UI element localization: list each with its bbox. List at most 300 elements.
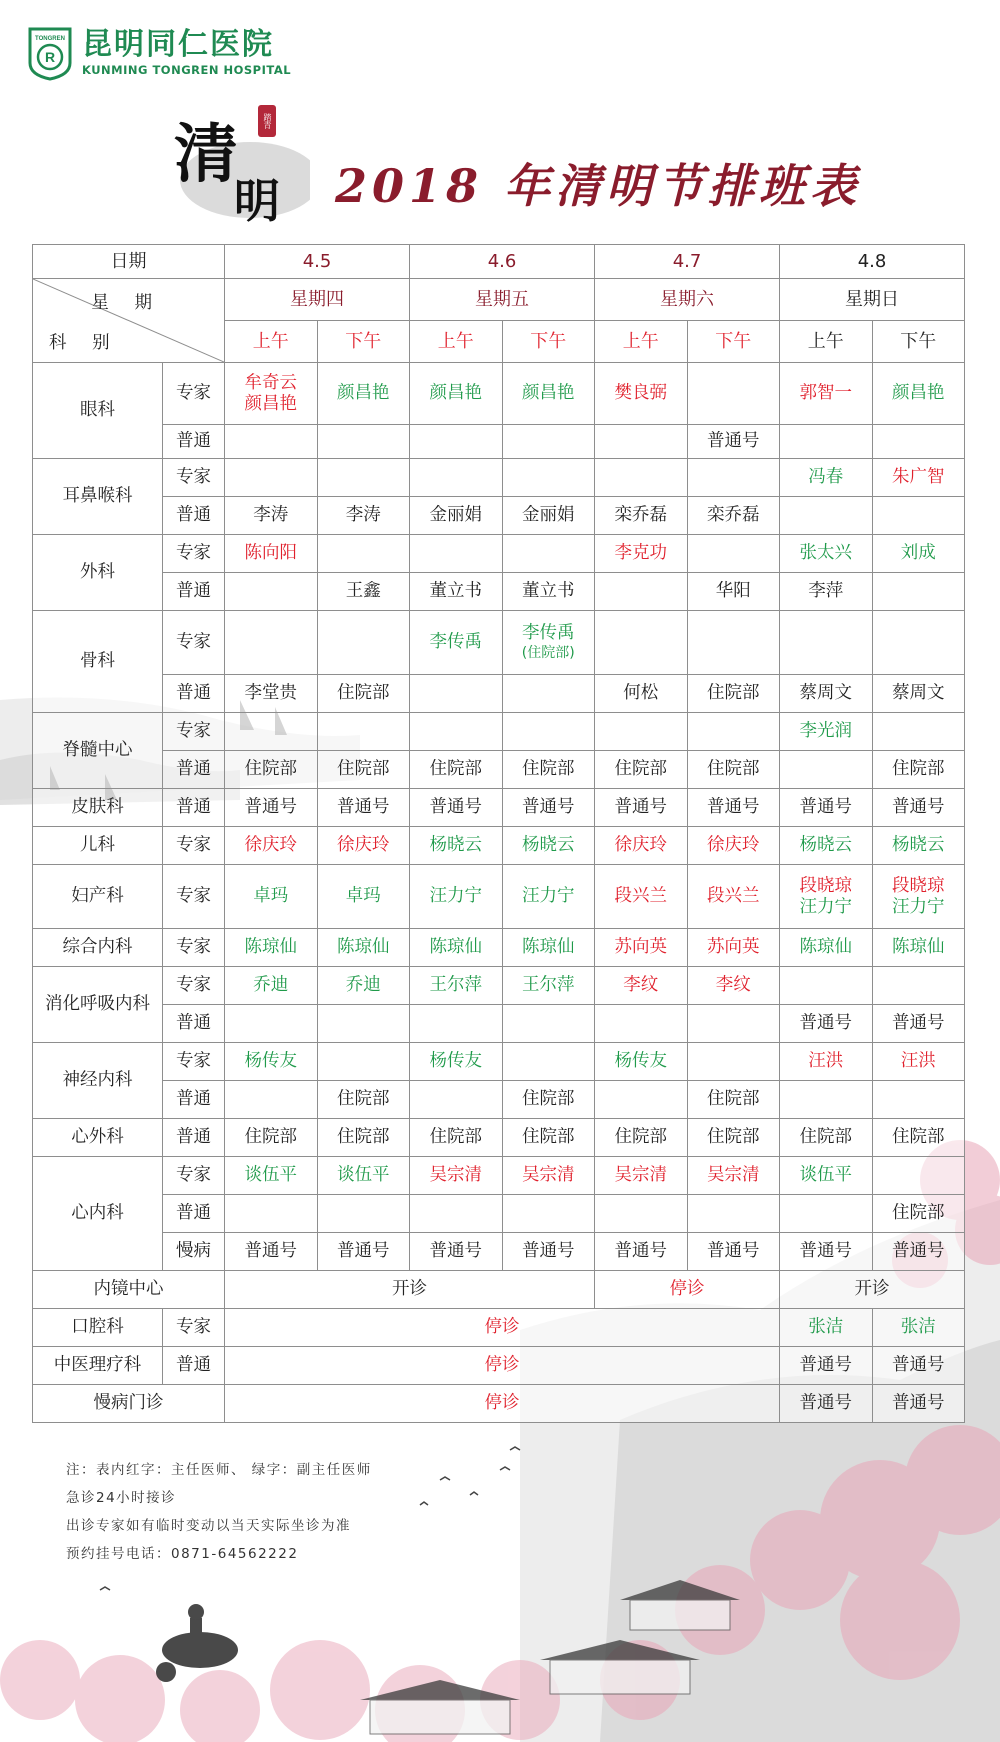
doctor-cell <box>502 1043 595 1081</box>
doctor-name: 普通号 <box>522 1241 575 1261</box>
clinic-type-cell: 专家 <box>163 827 225 865</box>
doctor-cell <box>317 827 410 865</box>
doctor-cell <box>410 929 503 967</box>
doctor-cell <box>780 865 873 929</box>
doctor-cell <box>687 1043 780 1081</box>
dept-cell: 心内科 <box>33 1157 163 1271</box>
doctor-cell <box>502 1005 595 1043</box>
date-cell: 4.5 <box>225 245 410 279</box>
dept-cell: 外科 <box>33 535 163 611</box>
doctor-cell <box>872 713 965 751</box>
doctor-cell <box>687 789 780 827</box>
doctor-cell <box>872 789 965 827</box>
doctor-name: 李克功 <box>614 543 668 563</box>
doctor-cell: 张洁 <box>872 1309 965 1347</box>
doctor-cell <box>225 1081 318 1119</box>
doctor-cell <box>502 789 595 827</box>
doctor-name: 住院部 <box>337 683 390 703</box>
qingming-calligraphy <box>160 95 310 235</box>
doctor-cell <box>687 865 780 929</box>
dept-cell: 妇产科 <box>33 865 163 929</box>
doctor-name: 普通号 <box>429 797 483 817</box>
doctor-cell <box>595 535 688 573</box>
doctor-cell <box>225 1005 318 1043</box>
pm-label: 下午 <box>317 321 410 363</box>
dept-cell: 神经内科 <box>33 1043 163 1119</box>
doctor-cell <box>225 675 318 713</box>
doctor-cell <box>595 1043 688 1081</box>
doctor-cell <box>317 1195 410 1233</box>
dept-cell: 消化呼吸内科 <box>33 967 163 1043</box>
clinic-type-cell: 普通 <box>163 425 225 459</box>
date-cell: 4.7 <box>595 245 780 279</box>
doctor-cell <box>317 497 410 535</box>
doctor-name: 住院部 <box>522 1089 575 1109</box>
doctor-cell: 普通号 <box>780 1347 873 1385</box>
doctor-cell <box>595 827 688 865</box>
dept-cell: 心外科 <box>33 1119 163 1157</box>
doctor-name: 刘成 <box>900 543 936 563</box>
doctor-cell <box>872 611 965 675</box>
clinic-type-cell: 专家 <box>163 611 225 675</box>
doctor-name: 住院部 <box>337 759 390 779</box>
doctor-name: 住院部 <box>892 1127 945 1147</box>
ming-character: 明 <box>234 174 280 228</box>
doctor-name: 陈琼仙 <box>892 937 945 957</box>
doctor-name: 董立书 <box>429 581 483 601</box>
doctor-cell <box>872 1157 965 1195</box>
schedule-row <box>33 1233 965 1271</box>
qing-character: 清 <box>174 117 238 192</box>
doctor-cell <box>780 497 873 535</box>
doctor-name: 樊良弼 <box>614 383 668 403</box>
doctor-name: 张太兴 <box>799 543 853 563</box>
doctor-cell <box>225 1157 318 1195</box>
doctor-cell <box>780 751 873 789</box>
doctor-cell <box>225 497 318 535</box>
doctor-cell <box>410 1195 503 1233</box>
note-color-legend: 注：表内红字：主任医师、 绿字：副主任医师 <box>66 1462 372 1478</box>
doctor-cell <box>687 1157 780 1195</box>
doctor-name: 普通号 <box>614 1241 668 1261</box>
schedule-row <box>33 1119 965 1157</box>
doctor-name: 普通号 <box>337 1241 390 1261</box>
clinic-type-cell: 普通 <box>163 1347 225 1385</box>
weekday-cell: 星期日 <box>780 279 965 321</box>
doctor-name: 段晓琼 <box>892 875 945 896</box>
schedule-row <box>33 865 965 929</box>
doctor-cell <box>687 751 780 789</box>
clinic-type-cell: 普通 <box>163 675 225 713</box>
doctor-cell <box>687 363 780 425</box>
clinic-type-cell: 专家 <box>163 1157 225 1195</box>
doctor-name: 苏向英 <box>614 937 668 957</box>
doctor-cell <box>687 573 780 611</box>
doctor-cell <box>595 459 688 497</box>
doctor-cell <box>502 425 595 459</box>
doctor-name: 住院部 <box>614 1127 668 1147</box>
doctor-name: 陈琼仙 <box>337 937 390 957</box>
doctor-name: 徐庆玲 <box>614 835 668 855</box>
doctor-cell <box>317 363 410 425</box>
svg-text:TONGREN: TONGREN <box>35 36 65 42</box>
doctor-name: 吴宗清 <box>614 1165 668 1185</box>
doctor-cell <box>410 1005 503 1043</box>
hospital-header <box>26 22 291 84</box>
doctor-name: 颜昌艳 <box>892 383 945 403</box>
doctor-cell <box>595 497 688 535</box>
doctor-name: 李涛 <box>253 505 289 525</box>
header-corner-cell <box>33 279 225 363</box>
doctor-cell <box>410 1233 503 1271</box>
doctor-name: 段晓琼 <box>799 875 853 896</box>
weekday-cell: 星期四 <box>225 279 410 321</box>
doctor-cell <box>225 363 318 425</box>
pm-label: 下午 <box>687 321 780 363</box>
doctor-cell <box>687 1195 780 1233</box>
doctor-cell <box>687 611 780 675</box>
note-schedule-change: 出诊专家如有临时变动以当天实际坐诊为准 <box>66 1518 351 1534</box>
dept-cell: 脊髓中心 <box>33 713 163 789</box>
clinic-type-cell: 专家 <box>163 967 225 1005</box>
doctor-cell <box>317 967 410 1005</box>
schedule-row <box>33 497 965 535</box>
doctor-cell <box>595 363 688 425</box>
doctor-name: 陈向阳 <box>244 543 297 563</box>
doctor-name: 李堂贵 <box>244 683 297 703</box>
doctor-cell <box>595 751 688 789</box>
doctor-name: 徐庆玲 <box>244 835 297 855</box>
doctor-name: 陈琼仙 <box>522 937 575 957</box>
doctor-cell <box>317 1081 410 1119</box>
doctor-cell <box>872 865 965 929</box>
schedule-table <box>32 244 965 1423</box>
doctor-cell <box>595 611 688 675</box>
doctor-cell <box>410 751 503 789</box>
schedule-row <box>33 573 965 611</box>
doctor-name: 普通号 <box>799 1013 853 1033</box>
doctor-cell <box>780 967 873 1005</box>
doctor-name: 陈琼仙 <box>244 937 297 957</box>
doctor-cell <box>687 535 780 573</box>
doctor-cell <box>872 535 965 573</box>
doctor-cell <box>502 751 595 789</box>
doctor-name: 王尔萍 <box>429 975 483 995</box>
doctor-name: 王尔萍 <box>522 975 575 995</box>
doctor-cell <box>595 425 688 459</box>
doctor-cell <box>410 573 503 611</box>
week-label: 星 期 <box>91 293 162 313</box>
date-cell: 4.6 <box>410 245 595 279</box>
clinic-type-cell: 专家 <box>163 1043 225 1081</box>
doctor-cell <box>872 459 965 497</box>
doctor-cell <box>780 1195 873 1233</box>
doctor-cell <box>502 573 595 611</box>
doctor-name: 陈琼仙 <box>799 937 853 957</box>
doctor-cell <box>780 573 873 611</box>
doctor-cell <box>872 363 965 425</box>
doctor-cell <box>410 865 503 929</box>
doctor-cell <box>687 1233 780 1271</box>
doctor-name: 谈伍平 <box>337 1165 390 1185</box>
doctor-cell <box>410 535 503 573</box>
doctor-name: 吴宗清 <box>429 1165 483 1185</box>
clinic-type-cell: 专家 <box>163 459 225 497</box>
doctor-cell <box>317 1005 410 1043</box>
doctor-cell <box>780 713 873 751</box>
schedule-row <box>33 827 965 865</box>
clinic-type-cell: 专家 <box>163 929 225 967</box>
clinic-type-cell: 普通 <box>163 573 225 611</box>
doctor-cell <box>410 459 503 497</box>
doctor-name: 普通号 <box>799 1241 853 1261</box>
doctor-cell <box>225 1119 318 1157</box>
doctor-name: 金丽娟 <box>429 505 483 525</box>
doctor-name: 华阳 <box>715 581 751 601</box>
doctor-cell <box>872 675 965 713</box>
footnotes <box>66 1456 372 1568</box>
doctor-cell <box>595 967 688 1005</box>
doctor-cell <box>225 929 318 967</box>
doctor-cell <box>780 1157 873 1195</box>
doctor-cell <box>780 1005 873 1043</box>
doctor-name: 杨传友 <box>244 1051 297 1071</box>
status-closed: 停诊 <box>225 1385 780 1423</box>
doctor-cell <box>595 573 688 611</box>
doctor-cell <box>317 611 410 675</box>
doctor-cell <box>687 967 780 1005</box>
doctor-cell <box>317 1043 410 1081</box>
doctor-name: 普通号 <box>429 1241 483 1261</box>
doctor-cell: 普通号 <box>872 1385 965 1423</box>
doctor-name: 住院部 <box>614 759 668 779</box>
clinic-type-cell: 慢病 <box>163 1233 225 1271</box>
doctor-name: 卓玛 <box>345 886 381 906</box>
doctor-name: 汪洪 <box>900 1051 936 1071</box>
doctor-cell <box>687 1081 780 1119</box>
doctor-cell <box>317 425 410 459</box>
doctor-cell <box>872 827 965 865</box>
doctor-name: 住院部 <box>892 759 945 779</box>
dept-cell: 耳鼻喉科 <box>33 459 163 535</box>
schedule-row <box>33 675 965 713</box>
doctor-name: 杨晓云 <box>429 835 483 855</box>
doctor-cell <box>780 425 873 459</box>
doctor-cell <box>225 425 318 459</box>
tcm-row <box>33 1347 965 1385</box>
doctor-name: 汪洪 <box>808 1051 844 1071</box>
doctor-cell: 张洁 <box>780 1309 873 1347</box>
dental-row <box>33 1309 965 1347</box>
doctor-cell <box>317 459 410 497</box>
status-closed: 停诊 <box>595 1271 780 1309</box>
doctor-name: 段兴兰 <box>614 886 668 906</box>
doctor-cell <box>780 1081 873 1119</box>
doctor-name: 徐庆玲 <box>707 835 760 855</box>
doctor-name: 汪力宁 <box>429 886 483 906</box>
doctor-cell <box>687 929 780 967</box>
doctor-cell <box>872 1119 965 1157</box>
doctor-cell <box>687 1005 780 1043</box>
doctor-cell <box>872 497 965 535</box>
doctor-name: 普通号 <box>892 1241 945 1261</box>
doctor-cell <box>872 967 965 1005</box>
page-title: 2018 年清明节排班表 <box>335 159 862 213</box>
doctor-cell <box>502 675 595 713</box>
dept-cell: 内镜中心 <box>33 1271 225 1309</box>
doctor-name: 住院部 <box>337 1089 390 1109</box>
chronic-row <box>33 1385 965 1423</box>
schedule-row <box>33 1157 965 1195</box>
doctor-cell <box>595 929 688 967</box>
doctor-name: 蔡周文 <box>799 683 853 703</box>
doctor-cell <box>687 713 780 751</box>
doctor-cell <box>410 967 503 1005</box>
red-seal: 踏青 <box>258 105 276 137</box>
schedule-row <box>33 363 965 425</box>
doctor-cell <box>502 459 595 497</box>
doctor-cell <box>687 827 780 865</box>
schedule-row <box>33 535 965 573</box>
doctor-cell <box>317 675 410 713</box>
doctor-name: 普通号 <box>522 797 575 817</box>
schedule-row <box>33 1081 965 1119</box>
weekday-cell: 星期六 <box>595 279 780 321</box>
doctor-name: 杨晓云 <box>522 835 575 855</box>
doctor-cell <box>502 929 595 967</box>
doctor-cell <box>317 535 410 573</box>
doctor-cell <box>225 751 318 789</box>
status-open: 开诊 <box>780 1271 965 1309</box>
doctor-cell <box>780 535 873 573</box>
am-label: 上午 <box>595 321 688 363</box>
doctor-cell <box>502 497 595 535</box>
doctor-cell <box>225 573 318 611</box>
doctor-cell <box>225 713 318 751</box>
doctor-name: 住院部 <box>707 683 760 703</box>
doctor-name: 住院部 <box>892 1203 945 1223</box>
clinic-type-cell: 普通 <box>163 789 225 827</box>
doctor-name: 汪力宁 <box>892 896 945 917</box>
doctor-name: 冯春 <box>808 467 844 487</box>
schedule-row <box>33 789 965 827</box>
doctor-name: 董立书 <box>522 581 575 601</box>
doctor-name: 段兴兰 <box>707 886 760 906</box>
doctor-cell <box>502 827 595 865</box>
doctor-cell <box>872 1081 965 1119</box>
doctor-name: 住院部 <box>522 759 575 779</box>
doctor-cell <box>317 1119 410 1157</box>
doctor-cell <box>502 535 595 573</box>
doctor-cell <box>317 1233 410 1271</box>
doctor-cell <box>410 1081 503 1119</box>
doctor-cell <box>872 573 965 611</box>
doctor-cell <box>502 1119 595 1157</box>
doctor-cell <box>502 713 595 751</box>
doctor-cell <box>410 1157 503 1195</box>
doctor-cell <box>595 1119 688 1157</box>
endoscopy-row <box>33 1271 965 1309</box>
schedule-row <box>33 1195 965 1233</box>
doctor-name: 李传禹 <box>522 623 575 643</box>
doctor-name: 住院部 <box>707 1127 760 1147</box>
doctor-name: 谈伍平 <box>799 1165 853 1185</box>
doctor-cell <box>780 363 873 425</box>
schedule-row <box>33 751 965 789</box>
doctor-cell <box>410 827 503 865</box>
doctor-name: 乔迪 <box>253 975 289 995</box>
doctor-cell <box>225 789 318 827</box>
doctor-name: 普通号 <box>244 1241 297 1261</box>
doctor-name: 陈琼仙 <box>429 937 483 957</box>
doctor-cell <box>410 675 503 713</box>
doctor-cell <box>502 1233 595 1271</box>
doctor-cell <box>502 967 595 1005</box>
doctor-cell <box>410 363 503 425</box>
doctor-cell <box>687 1119 780 1157</box>
doctor-name: 蔡周文 <box>892 683 945 703</box>
clinic-type-cell: 普通 <box>163 751 225 789</box>
doctor-cell <box>317 751 410 789</box>
doctor-name: 住院部 <box>429 1127 483 1147</box>
doctor-name: 李光润 <box>799 721 853 741</box>
doctor-cell <box>872 751 965 789</box>
doctor-name: 住院部 <box>244 1127 297 1147</box>
status-open: 开诊 <box>225 1271 595 1309</box>
doctor-cell <box>225 967 318 1005</box>
doctor-name: 李萍 <box>808 581 844 601</box>
doctor-name: 住院部 <box>337 1127 390 1147</box>
doctor-cell <box>872 1233 965 1271</box>
doctor-name: 普通号 <box>799 797 853 817</box>
doctor-name: 颜昌艳 <box>244 393 297 414</box>
schedule-row <box>33 929 965 967</box>
doctor-name: 王鑫 <box>345 581 381 601</box>
doctor-name: 朱广智 <box>892 467 945 487</box>
note-emergency: 急诊24小时接诊 <box>66 1490 177 1506</box>
dept-cell: 骨科 <box>33 611 163 713</box>
doctor-name: 乔迪 <box>345 975 381 995</box>
pm-label: 下午 <box>872 321 965 363</box>
doctor-name: 汪力宁 <box>799 896 853 917</box>
doctor-name: 李纹 <box>623 975 659 995</box>
doctor-cell <box>780 789 873 827</box>
doctor-cell <box>595 1081 688 1119</box>
doctor-cell <box>502 1081 595 1119</box>
doctor-name: 李纹 <box>715 975 751 995</box>
dept-cell: 慢病门诊 <box>33 1385 225 1423</box>
doctor-name: 普通号 <box>337 797 390 817</box>
doctor-cell <box>410 497 503 535</box>
doctor-cell <box>872 1005 965 1043</box>
date-label: 日期 <box>33 245 225 279</box>
doctor-cell <box>317 573 410 611</box>
doctor-name: 杨传友 <box>429 1051 483 1071</box>
doctor-cell <box>872 425 965 459</box>
am-label: 上午 <box>225 321 318 363</box>
dept-cell: 眼科 <box>33 363 163 459</box>
dept-cell: 综合内科 <box>33 929 163 967</box>
doctor-cell <box>687 459 780 497</box>
weekday-cell: 星期五 <box>410 279 595 321</box>
doctor-cell <box>780 827 873 865</box>
doctor-cell: 普通号 <box>780 1385 873 1423</box>
doctor-name: 吴宗清 <box>522 1165 575 1185</box>
schedule-row <box>33 611 965 675</box>
status-closed: 停诊 <box>225 1309 780 1347</box>
doctor-name: 住院部 <box>429 759 483 779</box>
doctor-name: 何松 <box>623 683 659 703</box>
